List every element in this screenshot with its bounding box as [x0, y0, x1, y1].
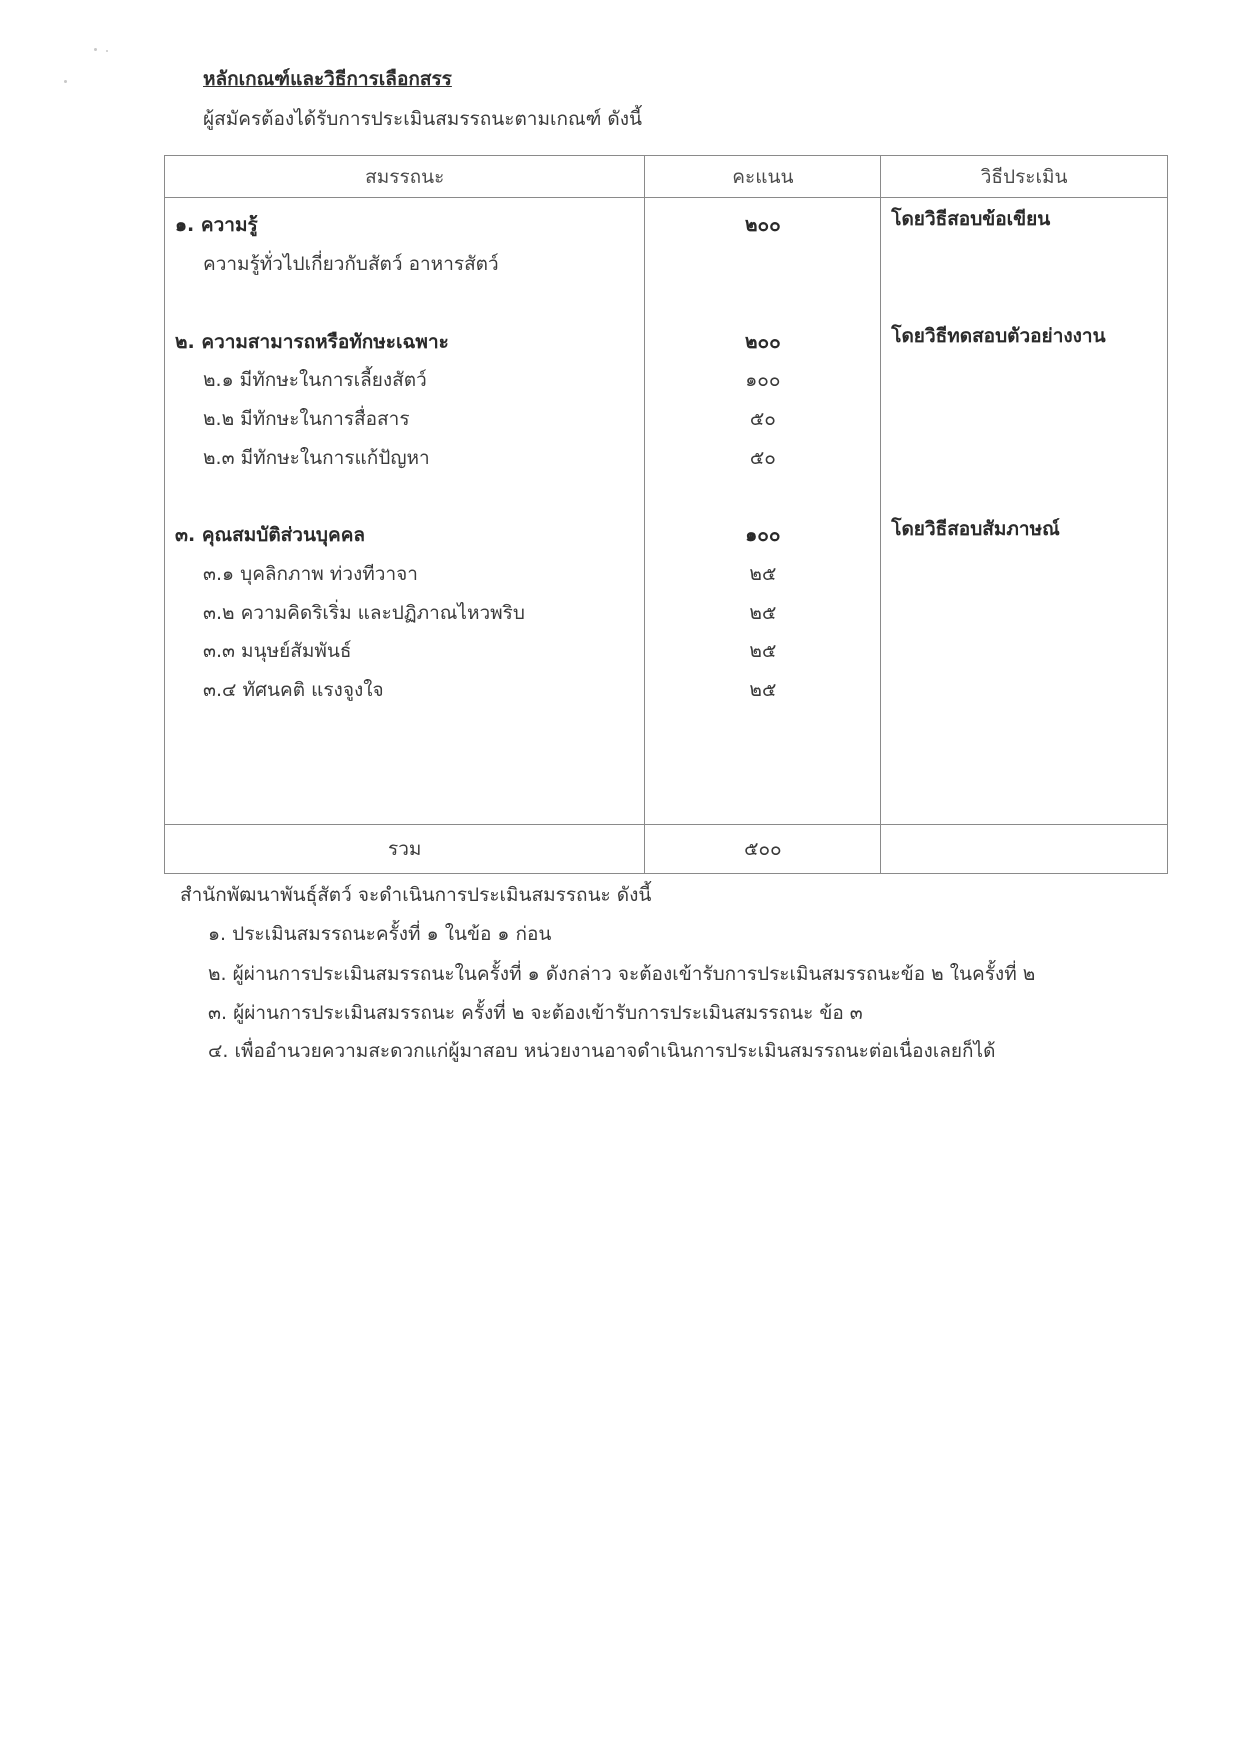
table-body-row: [165, 198, 1168, 825]
score-3-4: ๒๕: [749, 679, 777, 701]
table-total-row: [165, 825, 1168, 874]
competency-2-1: ๒.๑ มีทักษะในการเลี้ยงสัตว์: [203, 369, 427, 391]
section-heading: หลักเกณฑ์และวิธีการเลือกสรร: [203, 68, 452, 90]
total-label: รวม: [165, 825, 645, 874]
score-3-2: ๒๕: [749, 602, 777, 624]
section-subheading: ผู้สมัครต้องได้รับการประเมินสมรรถนะตามเกณฑ์ ดังนี้: [203, 108, 643, 130]
score-2-3: ๕๐: [749, 447, 776, 469]
competency-2-2: ๒.๒ มีทักษะในการสื่อสาร: [203, 408, 410, 430]
method-3: โดยวิธีสอบสัมภาษณ์: [891, 518, 1060, 540]
score-3: ๑๐๐: [745, 524, 781, 546]
score-3-1: ๒๕: [749, 563, 777, 585]
method-2: โดยวิธีทดสอบตัวอย่างงาน: [891, 325, 1106, 347]
score-column: [645, 198, 881, 825]
notes-intro: สำนักพัฒนาพันธุ์สัตว์ จะดำเนินการประเมินสมรรถนะ ดังนี้: [180, 884, 652, 906]
competency-3-4: ๓.๔ ทัศนคติ แรงจูงใจ: [203, 679, 384, 701]
header-score: คะแนน: [645, 156, 881, 198]
method-1: โดยวิธีสอบข้อเขียน: [891, 208, 1051, 230]
competency-2-3: ๒.๓ มีทักษะในการแก้ปัญหา: [203, 447, 430, 469]
note-item-4: ๔. เพื่ออำนวยความสะดวกแก่ผู้มาสอบ หน่วยงานอาจดำเนินการประเมินสมรรถนะต่อเนื่องเลยก็ได้: [208, 1040, 996, 1062]
total-method-empty: [881, 825, 1168, 874]
table-header-row: [165, 156, 1168, 198]
competency-table: [164, 155, 1168, 874]
score-3-3: ๒๕: [749, 640, 777, 662]
scan-speck: [106, 50, 108, 52]
competency-column: [165, 198, 645, 825]
competency-2-title: ๒. ความสามารถหรือทักษะเฉพาะ: [175, 331, 449, 353]
header-competency: สมรรถนะ: [165, 156, 645, 198]
score-2: ๒๐๐: [745, 331, 781, 353]
method-column: [881, 198, 1168, 825]
note-item-1: ๑. ประเมินสมรรถนะครั้งที่ ๑ ในข้อ ๑ ก่อน: [208, 923, 552, 945]
competency-1-detail: ความรู้ทั่วไปเกี่ยวกับสัตว์ อาหารสัตว์: [203, 253, 499, 275]
score-2-1: ๑๐๐: [745, 369, 781, 391]
scan-speck: [64, 80, 67, 83]
score-2-2: ๕๐: [749, 408, 776, 430]
header-method: วิธีประเมิน: [881, 156, 1168, 198]
competency-3-title: ๓. คุณสมบัติส่วนบุคคล: [175, 524, 366, 546]
total-score: ๕๐๐: [645, 825, 881, 874]
competency-3-1: ๓.๑ บุคลิกภาพ ท่วงทีวาจา: [203, 563, 418, 585]
score-1: ๒๐๐: [745, 214, 781, 236]
note-item-3: ๓. ผู้ผ่านการประเมินสมรรถนะ ครั้งที่ ๒ จะต้องเข้ารับการประเมินสมรรถนะ ข้อ ๓: [208, 1002, 863, 1024]
competency-1-title: ๑. ความรู้: [175, 214, 258, 236]
note-item-2: ๒. ผู้ผ่านการประเมินสมรรถนะในครั้งที่ ๑ ดังกล่าว จะต้องเข้ารับการประเมินสมรรถนะข้อ ๒ ในครั้งที่ ๒: [208, 963, 1036, 985]
scan-speck: [94, 48, 97, 51]
competency-3-2: ๓.๒ ความคิดริเริ่ม และปฏิภาณไหวพริบ: [203, 602, 525, 624]
competency-3-3: ๓.๓ มนุษย์สัมพันธ์: [203, 640, 352, 662]
